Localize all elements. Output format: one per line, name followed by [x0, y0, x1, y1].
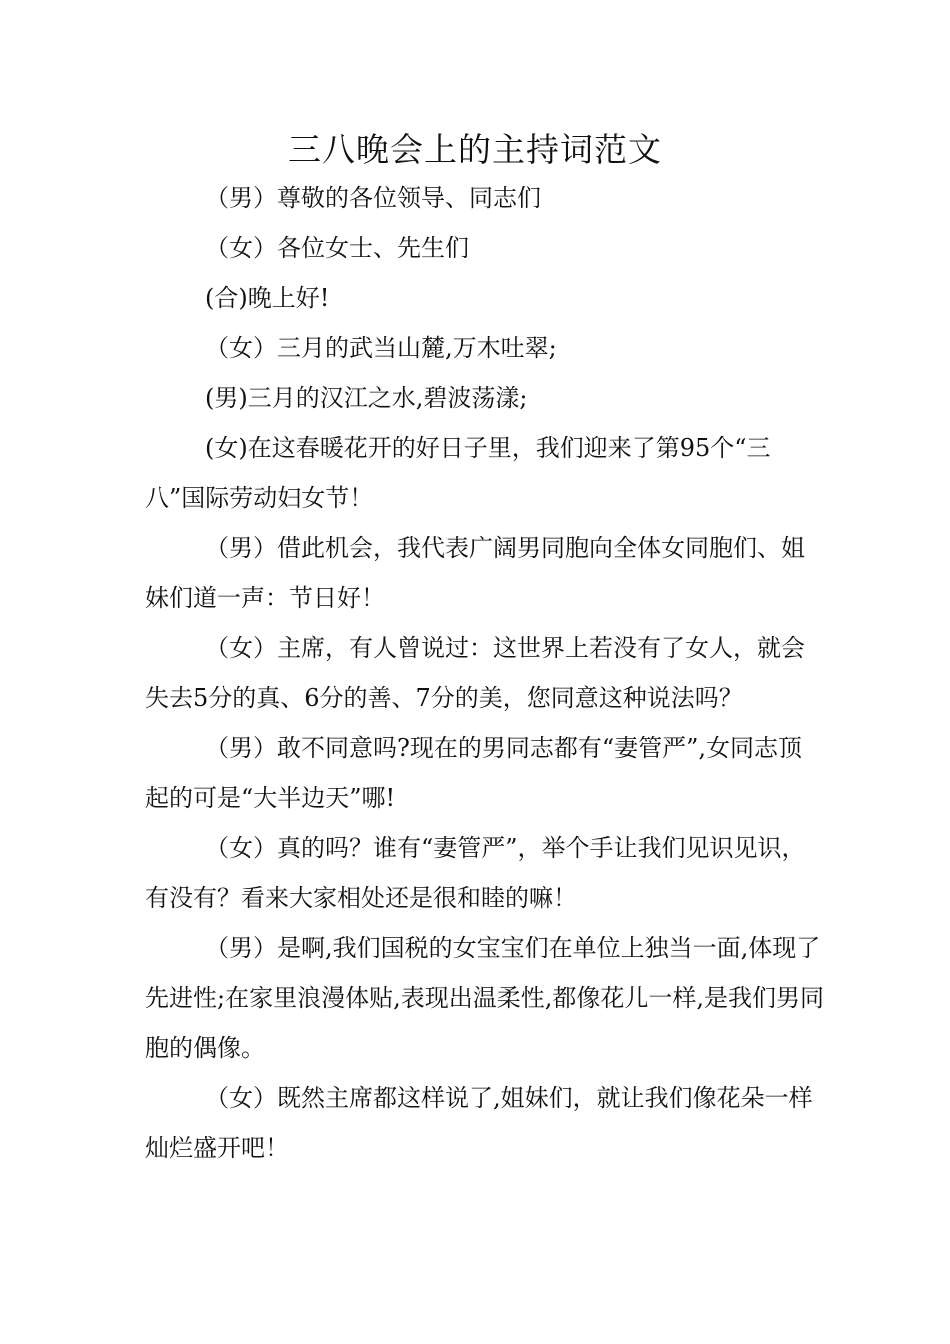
paragraph: (男)三月的汉江之水,碧波荡漾; [205, 384, 528, 412]
document-body [145, 173, 825, 1173]
paragraph: (合)晚上好! [205, 284, 330, 312]
paragraph: （男）敢不同意吗?现在的男同志都有“妻管严”,女同志顶起的可是“大半边天”哪! [145, 734, 803, 812]
paragraph: (女)在这春暖花开的好日子里，我们迎来了第95个“三八”国际劳动妇女节！ [145, 434, 771, 512]
page-title: 三八晚会上的主持词范文 [288, 130, 662, 169]
paragraph: （女）主席，有人曾说过：这世界上若没有了女人，就会失去5分的真、6分的善、7分的美，您同意这种说法吗？ [145, 634, 805, 712]
paragraph: （男）借此机会，我代表广阔男同胞向全体女同胞们、姐妹们道一声：节日好！ [145, 534, 805, 612]
paragraph: （女）真的吗？谁有“妻管严”，举个手让我们见识见识，有没有？看来大家相处还是很和睦的嘛！ [145, 834, 806, 912]
paragraph: （女）各位女士、先生们 [205, 234, 469, 262]
paragraph: （女）既然主席都这样说了,姐妹们，就让我们像花朵一样灿烂盛开吧！ [145, 1084, 813, 1162]
paragraph: （女）三月的武当山麓,万木吐翠; [205, 334, 557, 362]
paragraph: （男）是啊,我们国税的女宝宝们在单位上独当一面,体现了先进性;在家里浪漫体贴,表现出温柔性,都像花儿一样,是我们男同胞的偶像。 [145, 934, 824, 1062]
paragraph: （男）尊敬的各位领导、同志们 [205, 184, 541, 212]
